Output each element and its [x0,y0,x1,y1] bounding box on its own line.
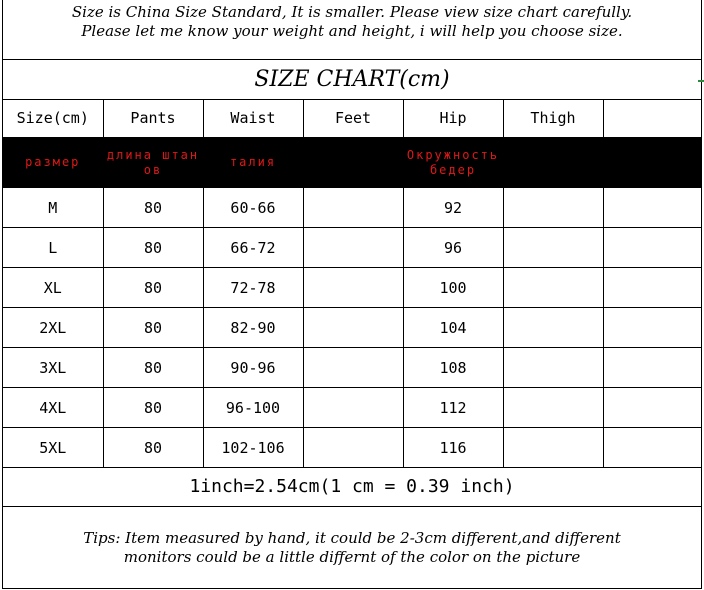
size-row-cell [503,428,603,468]
size-row-cell: 92 [403,188,503,228]
russian-header-row-cell [503,138,603,188]
header-row-cell: Pants [103,99,203,138]
russian-header-row-cell: длина штанов [103,138,203,188]
inch-conversion: 1inch=2.54cm(1 cm = 0.39 inch) [3,467,701,507]
russian-header-row-cell [603,138,701,188]
size-row-cell: 82-90 [203,308,303,348]
size-row-cell [603,228,701,268]
size-row [3,308,701,348]
size-row [3,388,701,428]
chart-title: SIZE CHART(cm) [3,60,701,100]
size-row-cell [303,188,403,228]
size-row-cell [603,188,701,228]
tips-note [3,507,701,588]
size-row [3,428,701,468]
size-row-cell [603,348,701,388]
size-row-cell: 80 [103,188,203,228]
size-row-cell: 60-66 [203,188,303,228]
size-row-cell: 80 [103,268,203,308]
size-row-cell: 80 [103,308,203,348]
size-row-cell: 108 [403,348,503,388]
size-row-cell: 104 [403,308,503,348]
size-row-cell [303,308,403,348]
size-row-cell [603,308,701,348]
size-chart-sheet [2,0,702,589]
size-row-cell: 72-78 [203,268,303,308]
header-row-cell: Feet [303,99,403,138]
size-row-cell: 4XL [3,388,103,428]
size-row-cell [303,228,403,268]
header-row [3,99,701,138]
size-row-cell: 116 [403,428,503,468]
header-row-cell: Size(cm) [3,99,103,138]
size-row-cell: 66-72 [203,228,303,268]
tips-line-2: monitors could be a little differnt of the color on the picture [123,548,581,566]
size-row-cell [603,388,701,428]
notice-line-2: Please let me know your weight and height, i will help you choose size. [81,22,623,40]
size-row-cell [303,388,403,428]
size-row-cell [303,268,403,308]
tips-line-1: Tips: Item measured by hand, it could be 2-3cm different,and different [83,529,621,547]
size-row-cell: 100 [403,268,503,308]
russian-header-row-cell [303,138,403,188]
size-row-cell [503,388,603,428]
size-row-cell: 80 [103,228,203,268]
size-notice [3,0,701,60]
size-row-cell: M [3,188,103,228]
size-row-cell [303,348,403,388]
russian-header-row-cell: размер [3,138,103,188]
size-table [3,99,701,468]
green-corner-mark [698,80,704,82]
size-row-cell: L [3,228,103,268]
size-row-cell: 80 [103,388,203,428]
russian-header-row-cell: талия [203,138,303,188]
size-row [3,268,701,308]
size-row-cell [503,308,603,348]
header-row-cell: Hip [403,99,503,138]
header-row-cell: Thigh [503,99,603,138]
size-row-cell: 96 [403,228,503,268]
size-row-cell [303,428,403,468]
size-row-cell [503,188,603,228]
size-row-cell: XL [3,268,103,308]
size-row-cell: 80 [103,428,203,468]
size-row-cell [603,428,701,468]
size-row-cell [503,228,603,268]
size-row-cell: 96-100 [203,388,303,428]
size-row [3,348,701,388]
size-row-cell: 80 [103,348,203,388]
size-row [3,228,701,268]
size-row-cell: 112 [403,388,503,428]
notice-line-1: Size is China Size Standard, It is smaller. Please view size chart carefully. [71,3,633,21]
header-row-cell [603,99,701,138]
russian-header-row-cell: Окружность бедер [403,138,503,188]
size-row-cell [603,268,701,308]
size-row-cell: 2XL [3,308,103,348]
size-row-cell [503,268,603,308]
size-row-cell [503,348,603,388]
size-row-cell: 5XL [3,428,103,468]
size-row-cell: 90-96 [203,348,303,388]
size-row-cell: 3XL [3,348,103,388]
russian-header-row [3,138,701,188]
header-row-cell: Waist [203,99,303,138]
size-row-cell: 102-106 [203,428,303,468]
size-row [3,188,701,228]
